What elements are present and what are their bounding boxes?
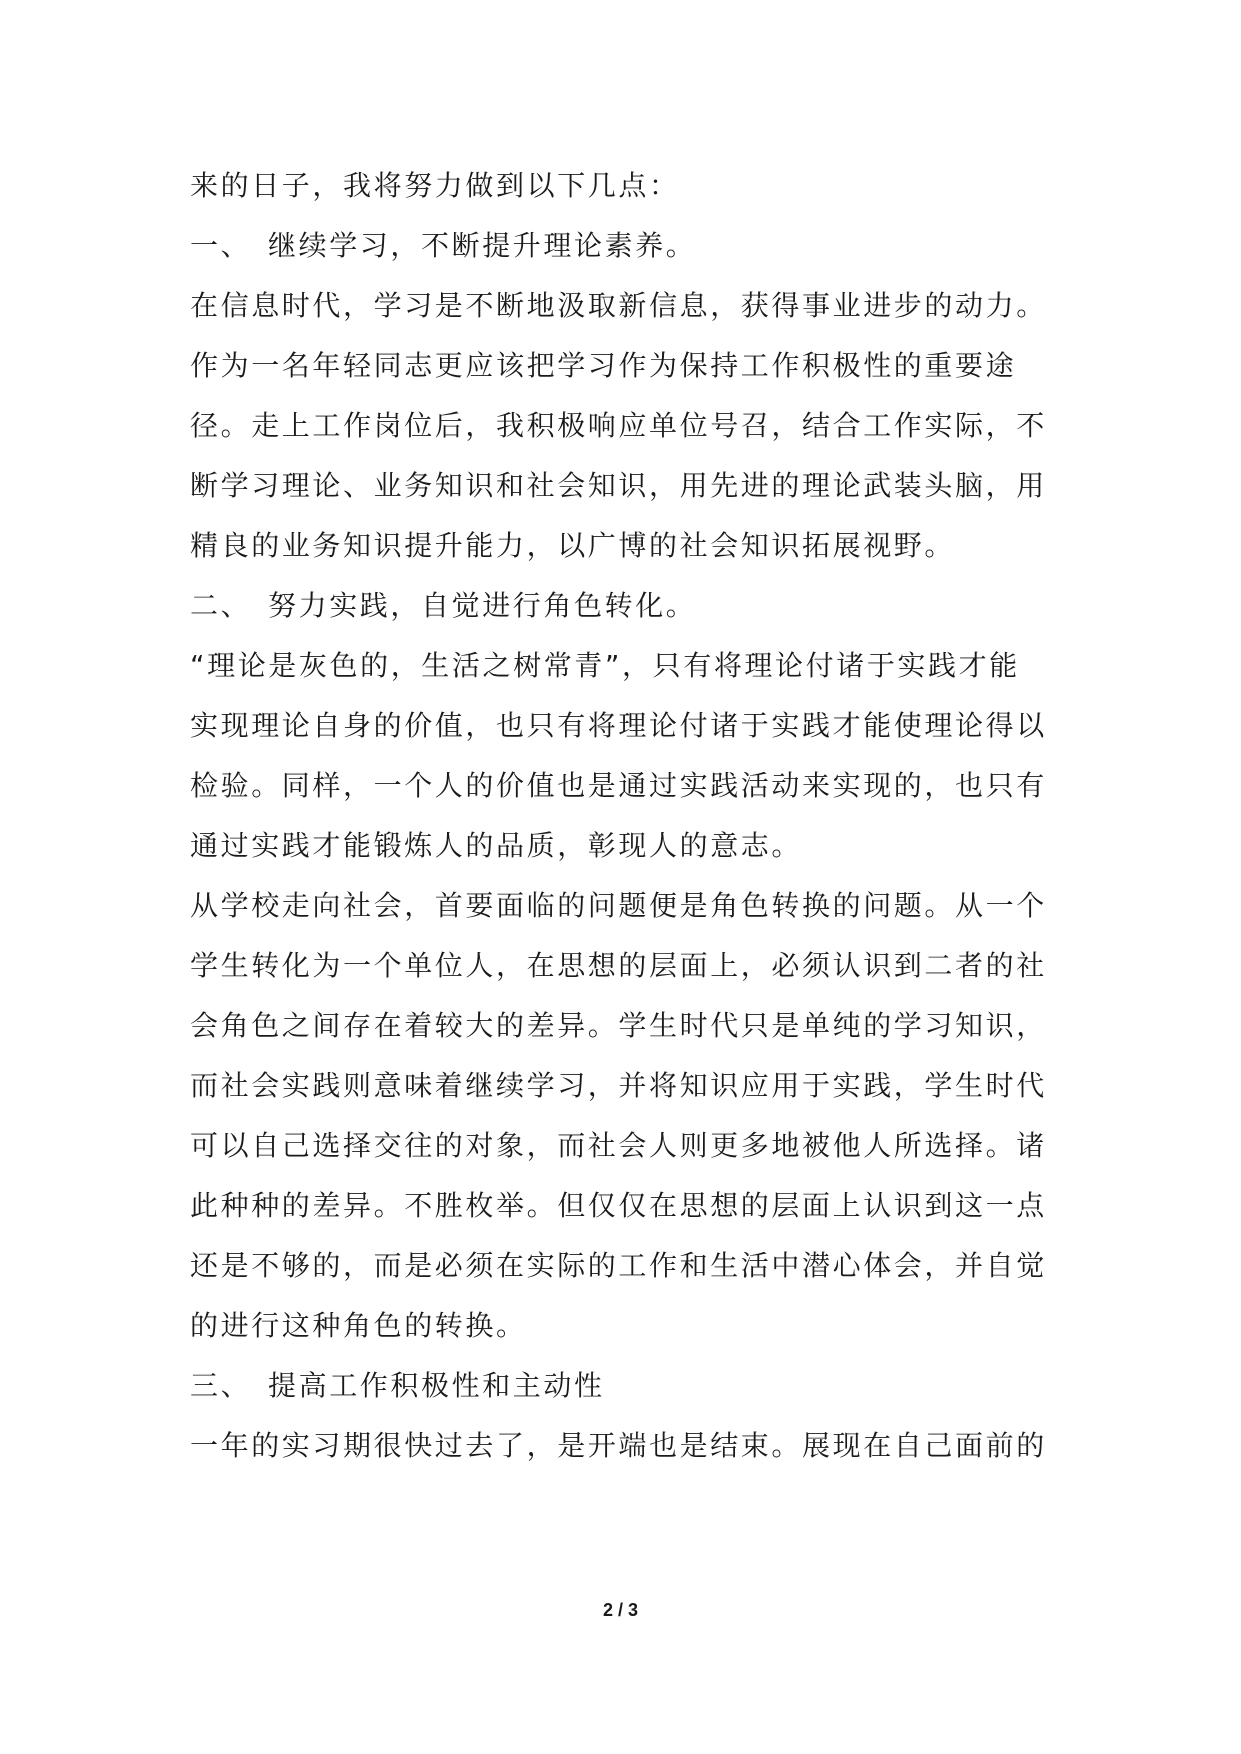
paragraph-line: 作为一名年轻同志更应该把学习作为保持工作积极性的重要途 xyxy=(190,349,1017,382)
paragraph-line: 精良的业务知识提升能力，以广博的社会知识拓展视野。 xyxy=(190,529,956,562)
paragraph-line: 来的日子，我将努力做到以下几点： xyxy=(190,169,680,202)
paragraph-line: 可以自己选择交往的对象，而社会人则更多地被他人所选择。诸 xyxy=(190,1129,1047,1162)
paragraph-line: 此种种的差异。不胜枚举。但仅仅在思想的层面上认识到这一点 xyxy=(190,1189,1047,1222)
page-number: 2 / 3 xyxy=(602,1600,639,1620)
section-heading xyxy=(190,1356,1070,1416)
paragraph-line: 的进行这种角色的转换。 xyxy=(190,1309,527,1342)
section-number: 二、 xyxy=(190,589,252,622)
paragraph-line: 还是不够的，而是必须在实际的工作和生活中潜心体会，并自觉 xyxy=(190,1249,1047,1282)
section-title: 努力实践，自觉进行角色转化。 xyxy=(268,589,697,622)
paragraph-line: 断学习理论、业务知识和社会知识，用先进的理论武装头脑，用 xyxy=(190,469,1047,502)
paragraph-line: 学生转化为一个单位人，在思想的层面上，必须认识到二者的社 xyxy=(190,949,1047,982)
paragraph-line: 会角色之间存在着较大的差异。学生时代只是单纯的学习知识， xyxy=(190,1009,1047,1042)
section-title: 提高工作积极性和主动性 xyxy=(268,1369,605,1402)
section-heading xyxy=(190,576,1070,636)
paragraph-line: 一年的实习期很快过去了，是开端也是结束。展现在自己面前的 xyxy=(190,1429,1047,1462)
section-number: 一、 xyxy=(190,229,252,262)
paragraph-line: 在信息时代，学习是不断地汲取新信息，获得事业进步的动力。 xyxy=(190,289,1047,322)
paragraph-line: “理论是灰色的，生活之树常青”，只有将理论付诸于实践才能 xyxy=(190,649,1020,682)
section-heading xyxy=(190,216,1070,276)
paragraph-line: 通过实践才能锻炼人的品质，彰现人的意志。 xyxy=(190,829,803,862)
paragraph-line: 检验。同样，一个人的价值也是通过实践活动来实现的，也只有 xyxy=(190,769,1047,802)
section-number: 三、 xyxy=(190,1369,252,1402)
paragraph-line: 从学校走向社会，首要面临的问题便是角色转换的问题。从一个 xyxy=(190,889,1047,922)
body-text xyxy=(190,156,1070,1476)
section-title: 继续学习，不断提升理论素养。 xyxy=(268,229,697,262)
paragraph-line: 而社会实践则意味着继续学习，并将知识应用于实践，学生时代 xyxy=(190,1069,1047,1102)
paragraph-line: 径。走上工作岗位后，我积极响应单位号召，结合工作实际，不 xyxy=(190,409,1047,442)
paragraph-line: 实现理论自身的价值，也只有将理论付诸于实践才能使理论得以 xyxy=(190,709,1047,742)
